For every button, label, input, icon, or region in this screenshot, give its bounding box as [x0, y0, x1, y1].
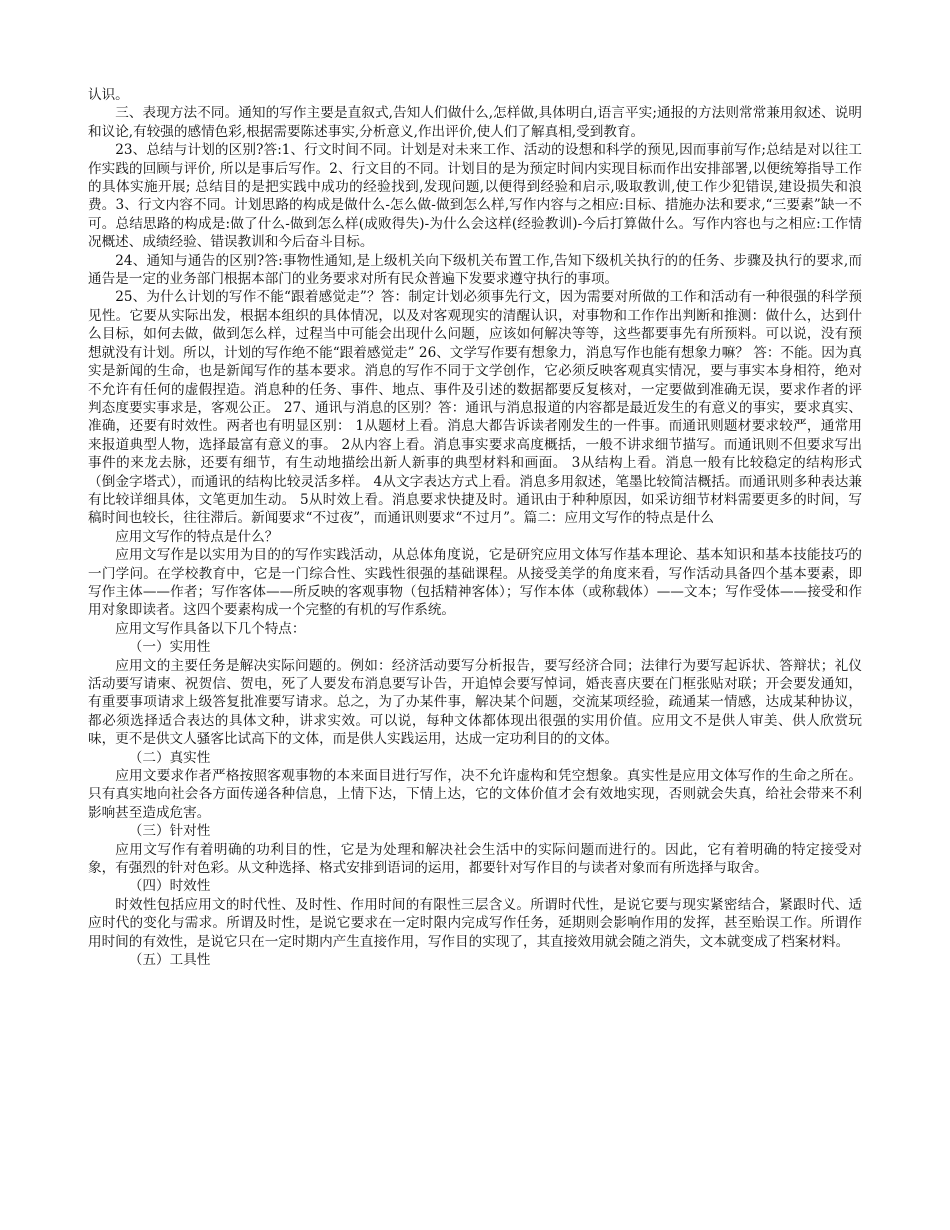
paragraph-intro-fragment: 认识。 — [88, 87, 129, 103]
paragraph-expression-method: 三、表现方法不同。通知的写作主要是直叙式,告知人们做什么,怎样做,具体明白,语言平实;通报的方法则常常兼用叙述、说明和议论,有较强的感情色彩,根据需要陈述事实,分析意义,作出评价,使人们了解真相,受到教育。 — [88, 105, 862, 140]
subheading-instrumentality: （五）工具性 — [128, 952, 211, 969]
paragraph-practicality: 应用文的主要任务是解决实际问题的。例如：经济活动要写分析报告，要写经济合同；法律行为要写起诉状、答辩状；礼仪活动要写请柬、祝贺信、贺电，死了人要发布消息要写讣告，开追悼会要写悼词，婚丧喜庆要在门框张贴对联；开会要发通知，有重要事项请求上级答复批准要写请求。总之，为了办某件事，解决某个问题，交流某项经验，疏通某一情感，达成某种协议，都必须选择适合表达的具体文种，讲求实效。可以说，每种文体都体现出很强的实用价值。应用文不是供人审美、供人欣赏玩味，更不是供文人骚客比试高下的文体，而是供人实践运用，达成一定功利目的的文体。 — [88, 657, 862, 748]
paragraph-q25-to-q27: 25、为什么计划的写作不能“跟着感觉走”？答：制定计划必须事先行文，因为需要对所做的工作和活动有一种很强的科学预见性。它要从实际出发，根据本组织的具体情况，以及对客观现实的清醒认识，对事物和工作作出判断和推测：做什么，达到什么目标，如何去做，做到怎么样，过程当中可能会出现什么问题，应该如何解决等等，这些都要事先有所预料。可以说，没有预想就没有计划。所以，计划的写作绝不能“跟着感觉走” 26、文学写作要有想象力，消息写作也能有想象力嘛？ 答：不能。因为真实是新闻的生命，也是新闻写作的基本要求。消息的写作不同于文学创作，它必须反映客观真实情况，要与事实本身相符，绝对不允许有任何的虚假捏造。消息种的任务、事件、地点、事件及引述的数据都要反复核对，一定要做到准确无误，要求作者的评判态度要实事求是，客观公正。 27、通讯与消息的区别？答：通讯与消息报道的内容都是最近发生的有意义的事实，要求真实、准确，还要有时效性。两者也有明显区别： 1从题材上看。消息大都告诉读者刚发生的一件事。而通讯则题材要求较严，通常用来报道典型人物，选择最富有意义的事。 2从内容上看。消息事实要求高度概括，一般不讲求细节描写。而通讯则不但要求写出事件的来龙去脉，还要有细节，有生动地描绘出新人新事的典型材料和画面。 3从结构上看。消息一般有比较稳定的结构形式（倒金字塔式），而通讯的结构比较灵活多样。 4从文字表达方式上看。消息多用叙述，笔墨比较简洁概括。而通讯则多种表达兼有比较详细具体，文笔更加生动。 5从时效上看。消息要求快捷及时。通讯由于种种原因，如采访细节材料需要更多的时间，写稿时间也较长，往往滞后。新闻要求“不过夜”，而通讯则要求“不过月”。篇二：应用文写作的特点是什么 — [88, 289, 862, 527]
subheading-timeliness: （四）时效性 — [128, 878, 211, 895]
paragraph-q24-notice-vs-announcement: 24、通知与通告的区别?答:事物性通知,是上级机关向下级机关布置工作,告知下级机关执行的的任务、步骤及执行的要求,而通告是一定的业务部门根据本部门的业务要求对所有民众普遍下发要求遵守执行的事项。 — [88, 252, 862, 288]
paragraph-timeliness: 时效性包括应用文的时代性、及时性、作用时间的有限性三层含义。所谓时代性，是说它要与现实紧密结合，紧跟时代、适应时代的变化与需求。所谓及时性，是说它要求在一定时限内完成写作任务，延期则会影响作用的发挥，甚至贻误工作。所谓作用时间的有效性，是说它只在一定时期内产生直接作用，写作目的实现了，其直接效用就会随之消失，文本就变成了档案材料。 — [88, 896, 862, 950]
paragraph-authenticity: 应用文要求作者严格按照客观事物的本来面目进行写作，决不允许虚构和凭空想象。真实性是应用文体写作的生命之所在。只有真实地向社会各方面传递各种信息，上情下达，下情上达，它的文体价值才会有效地实现，否则就会失真，给社会带来不利影响甚至造成危害。 — [88, 768, 862, 821]
paragraph-q23-summary-vs-plan: 23、总结与计划的区别?答:1、行文时间不同。计划是对未来工作、活动的设想和科学的预见,因而事前写作;总结是对以往工作实践的回顾与评价, 所以是事后写作。2、行文目的不同。计划目的是为预定时间内实现目标而作出安排部署,以便统筹指导工作的具体实施开展; 总结目的是把实践中成功的经验找到,发现问题,以便得到经验和启示,吸取教训,使工作少犯错误,建设损失和浪费。3、行文内容不同。计划思路的构成是做什么-怎么做-做到怎么样,写作内容与之相应:目标、措施办法和要求,“三要素”缺一不可。总结思路的构成是:做了什么-做到怎么样(成败得失)-为什么会这样(经验教训)-今后打算做什么。写作内容也与之相应:工作情况概述、成绩经验、错误教训和今后奋斗目标。 — [88, 142, 862, 251]
subheading-practicality: （一）实用性 — [128, 639, 211, 656]
subheading-authenticity: （二）真实性 — [128, 749, 211, 766]
subheading-pertinence: （三）针对性 — [128, 823, 211, 840]
section-heading-features-list: 应用文写作具备以下几个特点： — [115, 620, 306, 637]
paragraph-pertinence: 应用文写作有着明确的功利目的性，它是为处理和解决社会生活中的实际问题而进行的。因此，它有着明确的特定接受对象，有强烈的针对色彩。从文种选择、格式安排到语词的运用，都要针对写作目的与读者对象而有所选择与取舍。 — [88, 841, 862, 877]
paragraph-applied-writing-definition: 应用文写作是以实用为目的的写作实践活动，从总体角度说，它是研究应用文体写作基本理论、基本知识和基本技能技巧的一门学问。在学校教育中，它是一门综合性、实践性很强的基础课程。从接受美学的角度来看，写作活动具备四个基本要素，即写作主体——作者；写作客体——所反映的客观事物（包括精神客体）；写作本体（或称载体）——文本；写作受体——接受和作用对象即读者。这四个要素构成一个完整的有机的写作系统。 — [88, 547, 862, 619]
section-heading-features-question: 应用文写作的特点是什么？ — [115, 528, 279, 545]
